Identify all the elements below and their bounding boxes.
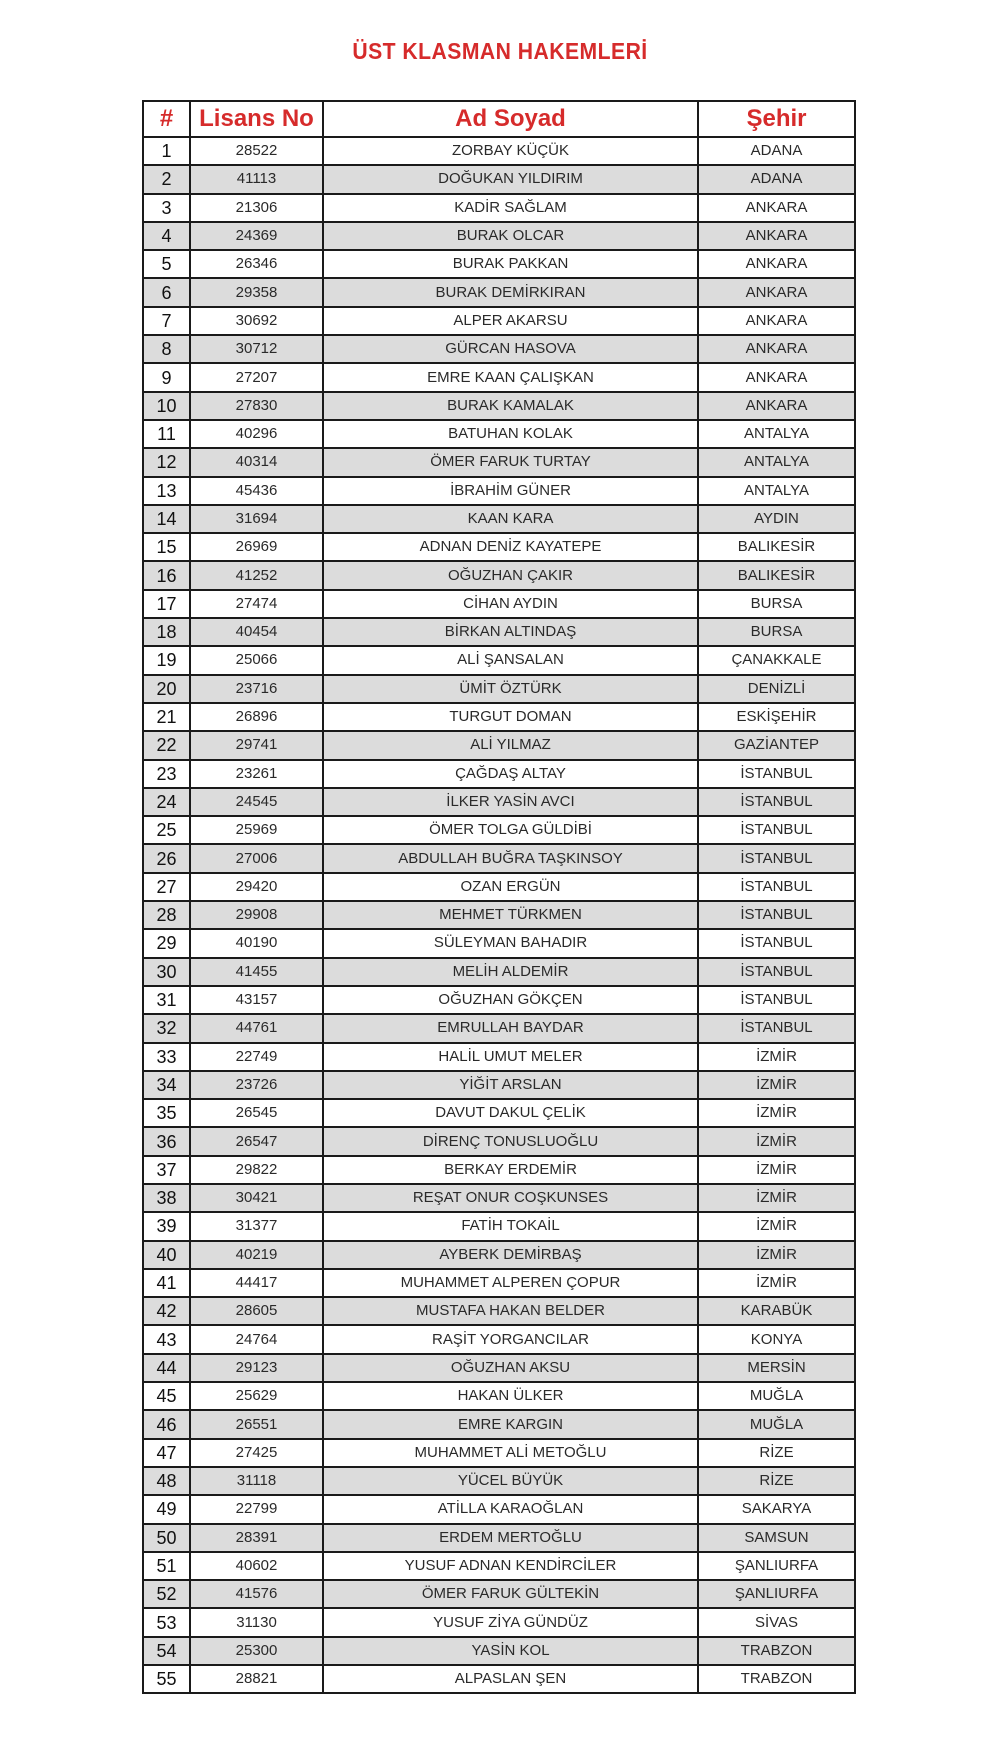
- row-number-cell: 35: [143, 1099, 190, 1127]
- table-row: [143, 646, 855, 674]
- referee-name-cell: ZORBAY KÜÇÜK: [323, 137, 698, 165]
- row-number-cell: 33: [143, 1043, 190, 1071]
- table-row: [143, 1297, 855, 1325]
- table-row: [143, 533, 855, 561]
- license-no-cell: 29420: [190, 873, 323, 901]
- city-cell: ANKARA: [698, 363, 855, 391]
- city-cell: İSTANBUL: [698, 760, 855, 788]
- referee-table: [142, 100, 856, 1694]
- referee-name-cell: MUHAMMET ALİ METOĞLU: [323, 1439, 698, 1467]
- license-no-cell: 45436: [190, 477, 323, 505]
- referee-name-cell: KAAN KARA: [323, 505, 698, 533]
- table-row: [143, 1156, 855, 1184]
- license-no-cell: 30692: [190, 307, 323, 335]
- city-cell: RİZE: [698, 1439, 855, 1467]
- row-number-cell: 10: [143, 392, 190, 420]
- referee-name-cell: OZAN ERGÜN: [323, 873, 698, 901]
- license-no-cell: 27425: [190, 1439, 323, 1467]
- table-row: [143, 561, 855, 589]
- license-no-cell: 41252: [190, 561, 323, 589]
- referee-name-cell: TURGUT DOMAN: [323, 703, 698, 731]
- table-row: [143, 901, 855, 929]
- row-number-cell: 13: [143, 477, 190, 505]
- row-number-cell: 41: [143, 1269, 190, 1297]
- city-cell: ANKARA: [698, 194, 855, 222]
- row-number-cell: 39: [143, 1212, 190, 1240]
- city-cell: İZMİR: [698, 1127, 855, 1155]
- license-no-cell: 31130: [190, 1608, 323, 1636]
- referee-name-cell: HALİL UMUT MELER: [323, 1043, 698, 1071]
- table-body: [143, 137, 855, 1693]
- license-no-cell: 40314: [190, 448, 323, 476]
- city-cell: BURSA: [698, 618, 855, 646]
- license-no-cell: 26346: [190, 250, 323, 278]
- city-cell: İZMİR: [698, 1156, 855, 1184]
- referee-name-cell: OĞUZHAN GÖKÇEN: [323, 986, 698, 1014]
- city-cell: ANKARA: [698, 250, 855, 278]
- license-no-cell: 30712: [190, 335, 323, 363]
- referee-name-cell: AYBERK DEMİRBAŞ: [323, 1241, 698, 1269]
- referee-name-cell: ALİ YILMAZ: [323, 731, 698, 759]
- city-cell: MUĞLA: [698, 1410, 855, 1438]
- row-number-cell: 45: [143, 1382, 190, 1410]
- license-no-cell: 41455: [190, 958, 323, 986]
- row-number-cell: 20: [143, 675, 190, 703]
- referee-name-cell: OĞUZHAN ÇAKIR: [323, 561, 698, 589]
- row-number-cell: 30: [143, 958, 190, 986]
- row-number-cell: 2: [143, 165, 190, 193]
- referee-name-cell: YUSUF ZİYA GÜNDÜZ: [323, 1608, 698, 1636]
- city-cell: İSTANBUL: [698, 788, 855, 816]
- city-cell: İZMİR: [698, 1212, 855, 1240]
- row-number-cell: 1: [143, 137, 190, 165]
- city-cell: ŞANLIURFA: [698, 1552, 855, 1580]
- row-number-cell: 22: [143, 731, 190, 759]
- table-row: [143, 1014, 855, 1042]
- header-name: Ad Soyad: [323, 101, 698, 137]
- row-number-cell: 50: [143, 1524, 190, 1552]
- row-number-cell: 15: [143, 533, 190, 561]
- header-number: #: [143, 101, 190, 137]
- referee-name-cell: BATUHAN KOLAK: [323, 420, 698, 448]
- table-row: [143, 1071, 855, 1099]
- license-no-cell: 31694: [190, 505, 323, 533]
- table-row: [143, 1524, 855, 1552]
- row-number-cell: 34: [143, 1071, 190, 1099]
- license-no-cell: 30421: [190, 1184, 323, 1212]
- table-row: [143, 986, 855, 1014]
- license-no-cell: 40190: [190, 929, 323, 957]
- table-row: [143, 1467, 855, 1495]
- license-no-cell: 22749: [190, 1043, 323, 1071]
- city-cell: İSTANBUL: [698, 986, 855, 1014]
- row-number-cell: 36: [143, 1127, 190, 1155]
- city-cell: BURSA: [698, 590, 855, 618]
- row-number-cell: 16: [143, 561, 190, 589]
- license-no-cell: 25969: [190, 816, 323, 844]
- table-row: [143, 1099, 855, 1127]
- table-row: [143, 590, 855, 618]
- city-cell: İZMİR: [698, 1099, 855, 1127]
- header-city: Şehir: [698, 101, 855, 137]
- referee-name-cell: İLKER YASİN AVCI: [323, 788, 698, 816]
- license-no-cell: 24545: [190, 788, 323, 816]
- table-row: [143, 165, 855, 193]
- row-number-cell: 29: [143, 929, 190, 957]
- row-number-cell: 11: [143, 420, 190, 448]
- license-no-cell: 40602: [190, 1552, 323, 1580]
- row-number-cell: 12: [143, 448, 190, 476]
- table-row: [143, 307, 855, 335]
- city-cell: İZMİR: [698, 1043, 855, 1071]
- table-row: [143, 1608, 855, 1636]
- table-row: [143, 1552, 855, 1580]
- row-number-cell: 54: [143, 1637, 190, 1665]
- city-cell: TRABZON: [698, 1637, 855, 1665]
- table-row: [143, 222, 855, 250]
- license-no-cell: 31118: [190, 1467, 323, 1495]
- referee-name-cell: ALPER AKARSU: [323, 307, 698, 335]
- table-row: [143, 363, 855, 391]
- license-no-cell: 29123: [190, 1354, 323, 1382]
- referee-name-cell: FATİH TOKAİL: [323, 1212, 698, 1240]
- city-cell: SİVAS: [698, 1608, 855, 1636]
- license-no-cell: 41576: [190, 1580, 323, 1608]
- license-no-cell: 26551: [190, 1410, 323, 1438]
- row-number-cell: 23: [143, 760, 190, 788]
- table-row: [143, 1382, 855, 1410]
- table-row: [143, 392, 855, 420]
- license-no-cell: 28522: [190, 137, 323, 165]
- table-row: [143, 1439, 855, 1467]
- city-cell: İZMİR: [698, 1184, 855, 1212]
- row-number-cell: 42: [143, 1297, 190, 1325]
- table-row: [143, 1665, 855, 1693]
- city-cell: ESKİŞEHİR: [698, 703, 855, 731]
- referee-name-cell: ABDULLAH BUĞRA TAŞKINSOY: [323, 844, 698, 872]
- referee-name-cell: ÖMER TOLGA GÜLDİBİ: [323, 816, 698, 844]
- row-number-cell: 49: [143, 1495, 190, 1523]
- city-cell: İSTANBUL: [698, 901, 855, 929]
- license-no-cell: 40219: [190, 1241, 323, 1269]
- row-number-cell: 19: [143, 646, 190, 674]
- row-number-cell: 25: [143, 816, 190, 844]
- license-no-cell: 24764: [190, 1325, 323, 1353]
- table-row: [143, 788, 855, 816]
- referee-name-cell: BERKAY ERDEMİR: [323, 1156, 698, 1184]
- city-cell: ANTALYA: [698, 448, 855, 476]
- table-row: [143, 1354, 855, 1382]
- row-number-cell: 55: [143, 1665, 190, 1693]
- license-no-cell: 28391: [190, 1524, 323, 1552]
- license-no-cell: 27830: [190, 392, 323, 420]
- referee-name-cell: ERDEM MERTOĞLU: [323, 1524, 698, 1552]
- referee-name-cell: CİHAN AYDIN: [323, 590, 698, 618]
- row-number-cell: 21: [143, 703, 190, 731]
- city-cell: ŞANLIURFA: [698, 1580, 855, 1608]
- license-no-cell: 22799: [190, 1495, 323, 1523]
- row-number-cell: 38: [143, 1184, 190, 1212]
- row-number-cell: 53: [143, 1608, 190, 1636]
- row-number-cell: 17: [143, 590, 190, 618]
- page-title: ÜST KLASMAN HAKEMLERİ: [352, 38, 648, 64]
- table-row: [143, 505, 855, 533]
- city-cell: İSTANBUL: [698, 873, 855, 901]
- row-number-cell: 14: [143, 505, 190, 533]
- city-cell: ANTALYA: [698, 420, 855, 448]
- table-row: [143, 250, 855, 278]
- table-row: [143, 1043, 855, 1071]
- city-cell: KARABÜK: [698, 1297, 855, 1325]
- license-no-cell: 29908: [190, 901, 323, 929]
- row-number-cell: 26: [143, 844, 190, 872]
- license-no-cell: 26547: [190, 1127, 323, 1155]
- license-no-cell: 26969: [190, 533, 323, 561]
- city-cell: ÇANAKKALE: [698, 646, 855, 674]
- license-no-cell: 29358: [190, 278, 323, 306]
- table-row: [143, 1495, 855, 1523]
- row-number-cell: 8: [143, 335, 190, 363]
- license-no-cell: 26545: [190, 1099, 323, 1127]
- city-cell: ANKARA: [698, 222, 855, 250]
- license-no-cell: 29741: [190, 731, 323, 759]
- table-row: [143, 1212, 855, 1240]
- table-row: [143, 618, 855, 646]
- referee-name-cell: RAŞİT YORGANCILAR: [323, 1325, 698, 1353]
- referee-name-cell: BURAK DEMİRKIRAN: [323, 278, 698, 306]
- row-number-cell: 9: [143, 363, 190, 391]
- city-cell: ANKARA: [698, 307, 855, 335]
- referee-name-cell: SÜLEYMAN BAHADIR: [323, 929, 698, 957]
- license-no-cell: 41113: [190, 165, 323, 193]
- license-no-cell: 27474: [190, 590, 323, 618]
- city-cell: İSTANBUL: [698, 1014, 855, 1042]
- row-number-cell: 51: [143, 1552, 190, 1580]
- referee-name-cell: YİĞİT ARSLAN: [323, 1071, 698, 1099]
- table-row: [143, 420, 855, 448]
- license-no-cell: 28821: [190, 1665, 323, 1693]
- referee-name-cell: GÜRCAN HASOVA: [323, 335, 698, 363]
- row-number-cell: 18: [143, 618, 190, 646]
- city-cell: ANKARA: [698, 335, 855, 363]
- license-no-cell: 27006: [190, 844, 323, 872]
- referee-name-cell: EMRE KARGIN: [323, 1410, 698, 1438]
- referee-name-cell: YÜCEL BÜYÜK: [323, 1467, 698, 1495]
- referee-name-cell: ÇAĞDAŞ ALTAY: [323, 760, 698, 788]
- city-cell: ADANA: [698, 165, 855, 193]
- referee-name-cell: REŞAT ONUR COŞKUNSES: [323, 1184, 698, 1212]
- row-number-cell: 27: [143, 873, 190, 901]
- referee-name-cell: EMRULLAH BAYDAR: [323, 1014, 698, 1042]
- row-number-cell: 40: [143, 1241, 190, 1269]
- table-row: [143, 1410, 855, 1438]
- referee-name-cell: ÜMİT ÖZTÜRK: [323, 675, 698, 703]
- license-no-cell: 25629: [190, 1382, 323, 1410]
- table-row: [143, 1580, 855, 1608]
- referee-name-cell: ADNAN DENİZ KAYATEPE: [323, 533, 698, 561]
- table-row: [143, 1241, 855, 1269]
- license-no-cell: 23261: [190, 760, 323, 788]
- license-no-cell: 31377: [190, 1212, 323, 1240]
- license-no-cell: 23726: [190, 1071, 323, 1099]
- city-cell: GAZİANTEP: [698, 731, 855, 759]
- referee-name-cell: KADİR SAĞLAM: [323, 194, 698, 222]
- referee-name-cell: ALİ ŞANSALAN: [323, 646, 698, 674]
- row-number-cell: 28: [143, 901, 190, 929]
- license-no-cell: 25300: [190, 1637, 323, 1665]
- row-number-cell: 52: [143, 1580, 190, 1608]
- row-number-cell: 37: [143, 1156, 190, 1184]
- city-cell: ANKARA: [698, 392, 855, 420]
- row-number-cell: 32: [143, 1014, 190, 1042]
- license-no-cell: 44417: [190, 1269, 323, 1297]
- city-cell: İZMİR: [698, 1269, 855, 1297]
- city-cell: İSTANBUL: [698, 958, 855, 986]
- referee-name-cell: İBRAHİM GÜNER: [323, 477, 698, 505]
- city-cell: SAMSUN: [698, 1524, 855, 1552]
- license-no-cell: 23716: [190, 675, 323, 703]
- referee-name-cell: MELİH ALDEMİR: [323, 958, 698, 986]
- license-no-cell: 40454: [190, 618, 323, 646]
- referee-name-cell: ALPASLAN ŞEN: [323, 1665, 698, 1693]
- row-number-cell: 3: [143, 194, 190, 222]
- license-no-cell: 24369: [190, 222, 323, 250]
- referee-name-cell: DAVUT DAKUL ÇELİK: [323, 1099, 698, 1127]
- header-license-no: Lisans No: [190, 101, 323, 137]
- table-row: [143, 477, 855, 505]
- city-cell: İSTANBUL: [698, 816, 855, 844]
- row-number-cell: 46: [143, 1410, 190, 1438]
- table-row: [143, 929, 855, 957]
- table-row: [143, 137, 855, 165]
- row-number-cell: 48: [143, 1467, 190, 1495]
- city-cell: İZMİR: [698, 1241, 855, 1269]
- city-cell: İSTANBUL: [698, 929, 855, 957]
- table-row: [143, 1325, 855, 1353]
- row-number-cell: 7: [143, 307, 190, 335]
- city-cell: RİZE: [698, 1467, 855, 1495]
- table-row: [143, 703, 855, 731]
- table-row: [143, 1184, 855, 1212]
- city-cell: BALIKESİR: [698, 533, 855, 561]
- city-cell: ANTALYA: [698, 477, 855, 505]
- row-number-cell: 5: [143, 250, 190, 278]
- row-number-cell: 31: [143, 986, 190, 1014]
- table-row: [143, 1127, 855, 1155]
- license-no-cell: 40296: [190, 420, 323, 448]
- referee-name-cell: MUHAMMET ALPEREN ÇOPUR: [323, 1269, 698, 1297]
- license-no-cell: 29822: [190, 1156, 323, 1184]
- license-no-cell: 28605: [190, 1297, 323, 1325]
- city-cell: TRABZON: [698, 1665, 855, 1693]
- city-cell: ANKARA: [698, 278, 855, 306]
- table-row: [143, 731, 855, 759]
- referee-name-cell: BURAK KAMALAK: [323, 392, 698, 420]
- referee-name-cell: DOĞUKAN YILDIRIM: [323, 165, 698, 193]
- referee-name-cell: BİRKAN ALTINDAŞ: [323, 618, 698, 646]
- license-no-cell: 43157: [190, 986, 323, 1014]
- city-cell: DENİZLİ: [698, 675, 855, 703]
- city-cell: ADANA: [698, 137, 855, 165]
- referee-name-cell: MEHMET TÜRKMEN: [323, 901, 698, 929]
- referee-name-cell: ÖMER FARUK TURTAY: [323, 448, 698, 476]
- city-cell: MERSİN: [698, 1354, 855, 1382]
- table-row: [143, 844, 855, 872]
- referee-name-cell: DİRENÇ TONUSLUOĞLU: [323, 1127, 698, 1155]
- row-number-cell: 6: [143, 278, 190, 306]
- table-row: [143, 278, 855, 306]
- table-row: [143, 1637, 855, 1665]
- table-row: [143, 958, 855, 986]
- row-number-cell: 47: [143, 1439, 190, 1467]
- row-number-cell: 43: [143, 1325, 190, 1353]
- city-cell: BALIKESİR: [698, 561, 855, 589]
- referee-name-cell: EMRE KAAN ÇALIŞKAN: [323, 363, 698, 391]
- referee-name-cell: MUSTAFA HAKAN BELDER: [323, 1297, 698, 1325]
- city-cell: İSTANBUL: [698, 844, 855, 872]
- table-row: [143, 448, 855, 476]
- license-no-cell: 44761: [190, 1014, 323, 1042]
- row-number-cell: 4: [143, 222, 190, 250]
- referee-name-cell: ÖMER FARUK GÜLTEKİN: [323, 1580, 698, 1608]
- table-row: [143, 1269, 855, 1297]
- license-no-cell: 21306: [190, 194, 323, 222]
- table-row: [143, 816, 855, 844]
- table-row: [143, 194, 855, 222]
- referee-name-cell: ATİLLA KARAOĞLAN: [323, 1495, 698, 1523]
- row-number-cell: 24: [143, 788, 190, 816]
- table-row: [143, 675, 855, 703]
- table-row: [143, 760, 855, 788]
- referee-name-cell: YUSUF ADNAN KENDİRCİLER: [323, 1552, 698, 1580]
- row-number-cell: 44: [143, 1354, 190, 1382]
- city-cell: KONYA: [698, 1325, 855, 1353]
- referee-name-cell: YASİN KOL: [323, 1637, 698, 1665]
- table-row: [143, 335, 855, 363]
- city-cell: İZMİR: [698, 1071, 855, 1099]
- referee-name-cell: BURAK PAKKAN: [323, 250, 698, 278]
- referee-name-cell: HAKAN ÜLKER: [323, 1382, 698, 1410]
- license-no-cell: 25066: [190, 646, 323, 674]
- city-cell: MUĞLA: [698, 1382, 855, 1410]
- city-cell: SAKARYA: [698, 1495, 855, 1523]
- city-cell: AYDIN: [698, 505, 855, 533]
- license-no-cell: 27207: [190, 363, 323, 391]
- referee-name-cell: BURAK OLCAR: [323, 222, 698, 250]
- table-header-row: [143, 101, 855, 137]
- referee-name-cell: OĞUZHAN AKSU: [323, 1354, 698, 1382]
- license-no-cell: 26896: [190, 703, 323, 731]
- table-row: [143, 873, 855, 901]
